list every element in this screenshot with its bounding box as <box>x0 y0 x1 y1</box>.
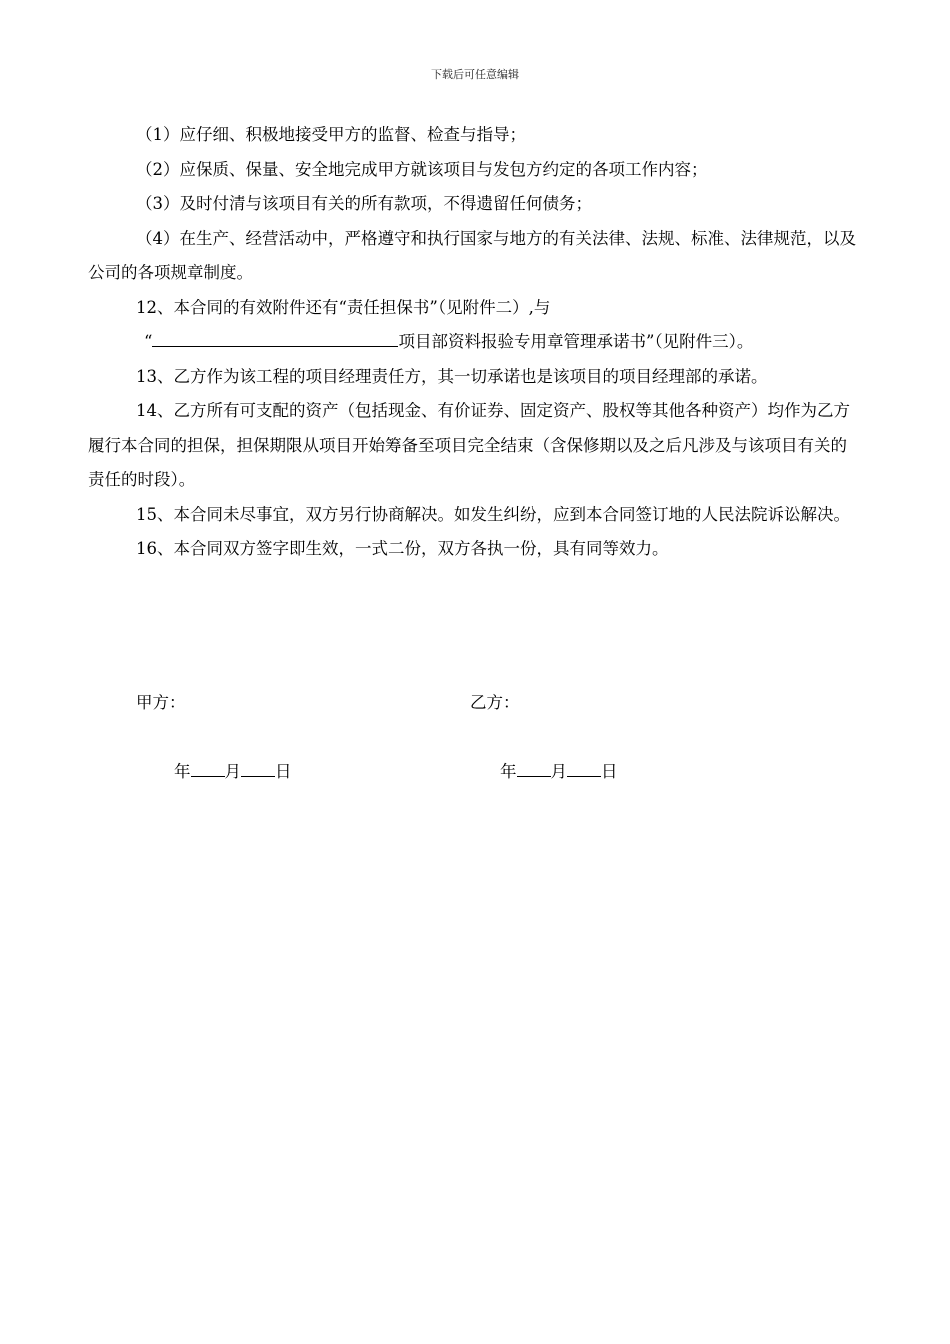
contract-body <box>88 118 862 567</box>
clause-12-line-2-text: 项目部资料报验专用章管理承诺书”（见附件三）。 <box>398 332 754 351</box>
page-header: 下载后可任意编辑 <box>431 68 519 81</box>
project-name-blank <box>152 328 398 347</box>
party-a-label: 甲方： <box>136 693 186 712</box>
clause-item-1: （1）应仔细、积极地接受甲方的监督、检查与指导； <box>136 125 526 144</box>
month-blank <box>517 760 551 777</box>
clause-12-line-2 <box>88 325 862 360</box>
month-blank <box>191 760 225 777</box>
party-b-label: 乙方： <box>470 693 520 712</box>
open-quote: “ <box>144 332 153 351</box>
clause-12-line-1: 12、本合同的有效附件还有“责任担保书”（见附件二）,与 <box>136 297 551 317</box>
day-label: 日 <box>275 762 292 781</box>
clause-13: 13、乙方作为该工程的项目经理责任方，其一切承诺也是该项目的项目经理部的承诺。 <box>136 366 768 386</box>
clause-16: 16、本合同双方签字即生效，一式二份，双方各执一份，具有同等效力。 <box>136 539 669 558</box>
clause-item-3: （3）及时付清与该项目有关的所有款项，不得遗留任何债务； <box>136 194 592 213</box>
year-label: 年 <box>500 762 517 781</box>
month-label: 月 <box>550 762 567 781</box>
day-blank <box>241 760 275 777</box>
month-label: 月 <box>224 762 241 781</box>
party-b-date <box>500 758 618 782</box>
day-label: 日 <box>601 762 618 781</box>
clause-15: 15、本合同未尽事宜，双方另行协商解决。如发生纠纷，应到本合同签订地的人民法院诉讼解决。 <box>136 504 850 524</box>
day-blank <box>567 760 601 777</box>
year-label: 年 <box>174 762 191 781</box>
clause-14: 14、乙方所有可支配的资产（包括现金、有价证券、固定资产、股权等其他各种资产）均作为乙方履行本合同的担保，担保期限从项目开始筹备至项目完全结束（含保修期以及之后凡涉及与该项目有关的责任的时段）。 <box>88 401 850 489</box>
clause-item-2: （2）应保质、保量、安全地完成甲方就该项目与发包方约定的各项工作内容； <box>136 159 708 179</box>
party-a-date <box>174 758 292 782</box>
clause-item-4: （4）在生产、经营活动中，严格遵守和执行国家与地方的有关法律、法规、标准、法律规范，以及公司的各项规章制度。 <box>88 228 856 282</box>
